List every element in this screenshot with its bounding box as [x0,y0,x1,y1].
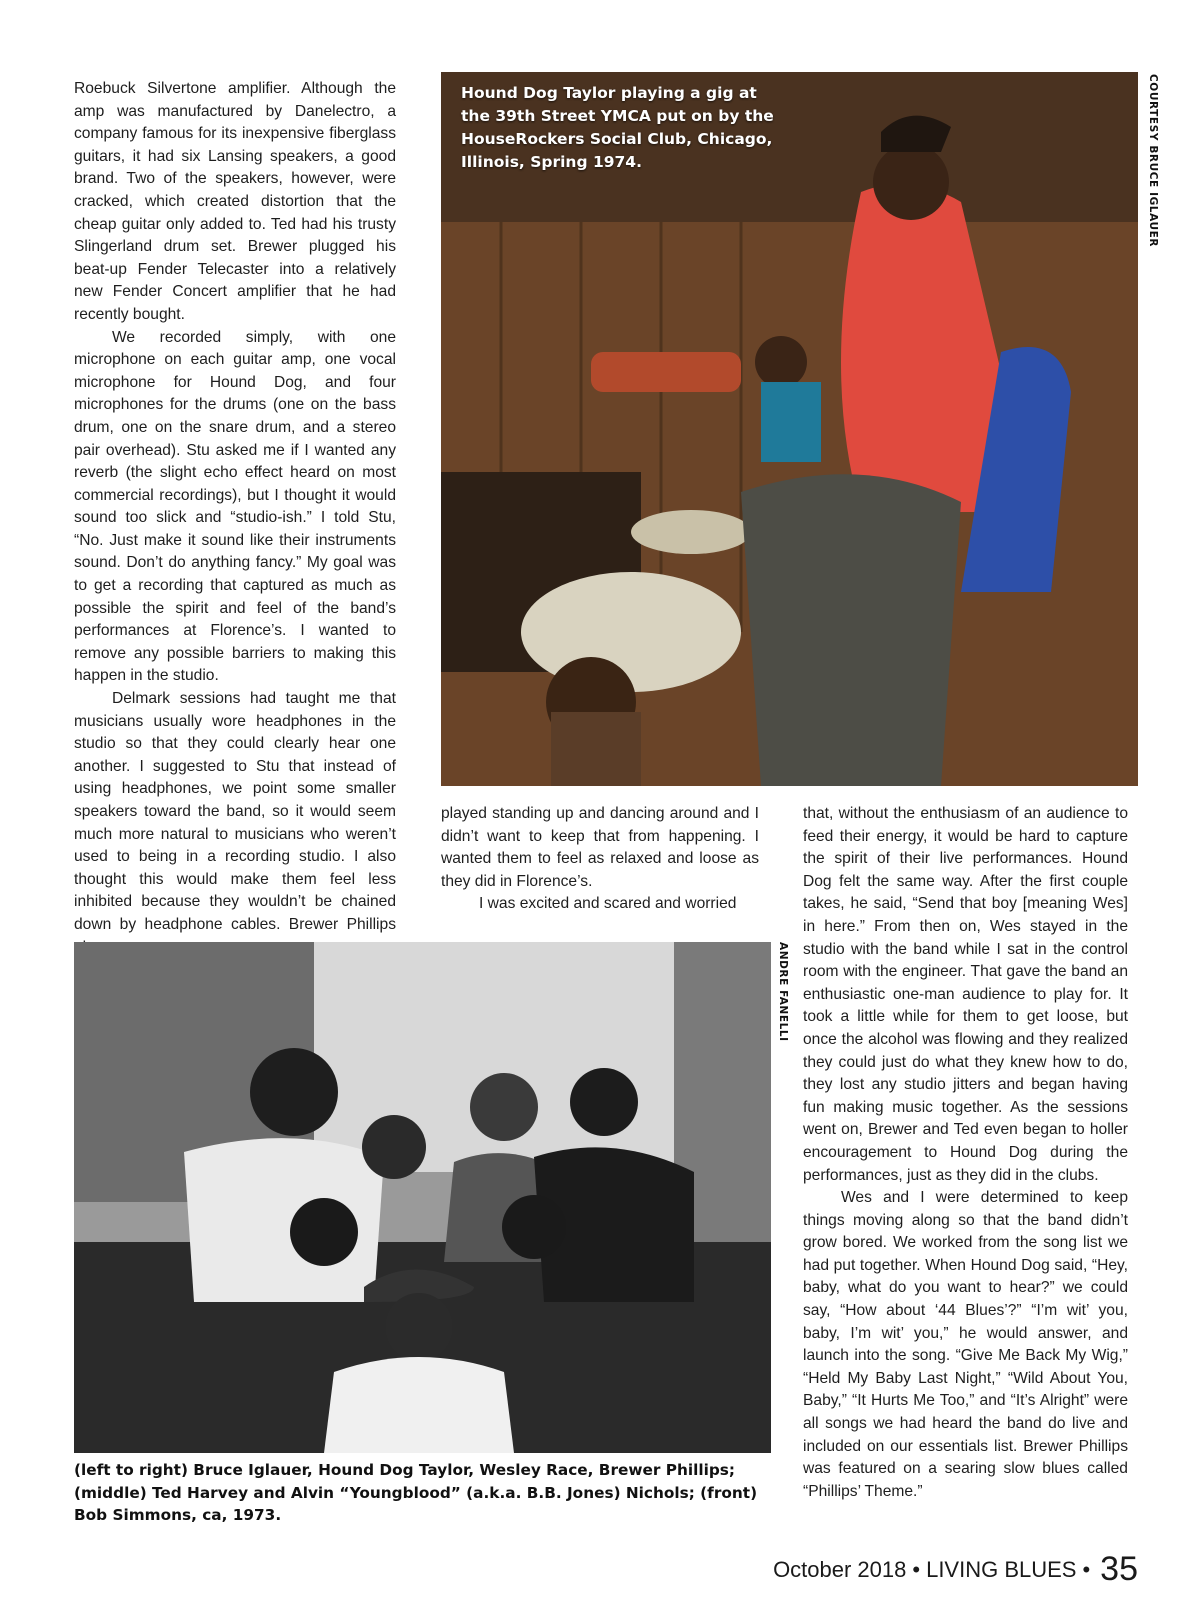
photo-credit: COURTESY BRUCE IGLAUER [1147,74,1159,248]
paragraph: We recorded simply, with one microphone on each guitar amp, one vocal microphone for Hound Dog, and four microphones for the drums (one on the bass drum, one on the snare drum, and a stereo pair overhead). Stu asked me if I wanted any reverb (the slight echo effect heard on most commercial recordings), but I thought it would sound too slick and “studio-ish.” I told Stu, “No. Just make it sound like their instruments sound. Don’t do anything fancy.” My goal was to get a recording that captured as much as possible the spirit and feel of the band’s performances at Florence’s. I wanted to remove any possible barriers to making this happen in the studio. [74,328,396,685]
page-number: 35 [1100,1550,1138,1588]
photo-illustration [74,942,771,1453]
photo-hound-dog-taylor-gig [441,72,1138,786]
photo-illustration [441,72,1138,786]
issue-date: October 2018 [773,1557,907,1582]
paragraph: I was excited and scared and worried [479,895,737,913]
paragraph: Delmark sessions had taught me that musicians usually wore headphones in the studio so that they could clearly hear one another. I suggested to Stu that instead of using headphones, we point some smaller speakers toward the band, so it would seem much more natural to musicians who weren’t used to being in a recording studio. I also thought this would make them feel less inhibited because they wouldn’t be chained down by headphone cables. Brewer Phillips [74,690,396,933]
photo-caption: Hound Dog Taylor playing a gig at the 39th Street YMCA put on by the HouseRockers Social Club, Chicago, Illinois, Spring 1974. [461,84,774,171]
photo-caption: (left to right) Bruce Iglauer, Hound Dog Taylor, Wesley Race, Brewer Phillips; (middle) Ted Harvey and Alvin “Youngblood” (a.k.a. B.B. Jones) Nichols; (front) Bob Simmons, ca, 1973. [74,1461,758,1524]
article-column-3 [803,803,1128,1503]
article-column-1 [74,78,396,959]
paragraph: that, without the enthusiasm of an audience to feed their energy, it would be hard to capture the spirit of their live performances. Hound Dog felt the same way. After the first couple takes, he said, “Send that boy [meaning Wes] in here.” From then on, Wes stayed in the studio with the band while I sat in the control room with the engineer. That gave the band an enthusiastic one-man audience to play for. It took a little while for them to get loose, but once the alcohol was flowing and they realized they could just do what they knew how to do, they lost any studio jitters and began having fun making music together. As the sessions went on, Brewer and Ted even began to holler encouragement to Hound Dog during the performances, just as they did in the clubs. [803,805,1128,1184]
photo-credit: ANDRE FANELLI [777,942,789,1042]
paragraph: played standing up and dancing around and I didn’t want to keep that from happening. I wanted them to feel as relaxed and loose as they did in Florence’s. [441,805,759,890]
photo-band-group [74,942,771,1453]
paragraph: Roebuck Silvertone amplifier. Although the amp was manufactured by Danelectro, a company famous for its inexpensive fiberglass guitars, it had six Lansing speakers, a good brand. Two of the speakers, however, were cracked, which created distortion that the cheap guitar only added to. Ted had his trusty Slingerland drum set. Brewer plugged his beat-up Fender Telecaster into a relatively new Fender Concert amplifier that he had recently bought. [74,80,396,323]
article-column-2 [441,803,759,916]
paragraph: Wes and I were determined to keep things moving along so that the band didn’t grow bored. We worked from the song list we had put together. When Hound Dog said, “Hey, baby, what do you want to hear?” we could say, “How about ‘44 Blues’?” “I’m wit’ you, baby, I’m wit’ you,” he would answer, and launch into the song. “Give Me Back My Wig,” “Held My Baby Last Night,” “Wild About You, Baby,” “It Hurts Me Too,” and “It’s Alright” were all songs we had heard the band do live and included on our essentials list. Brewer Phillips was featured on a searing slow blues called “Phillips’ Theme.” [803,1189,1128,1500]
separator-dot: • [912,1557,921,1582]
magazine-name: LIVING BLUES [926,1557,1077,1582]
separator-dot: • [1082,1557,1091,1582]
page-footer [773,1550,1138,1589]
